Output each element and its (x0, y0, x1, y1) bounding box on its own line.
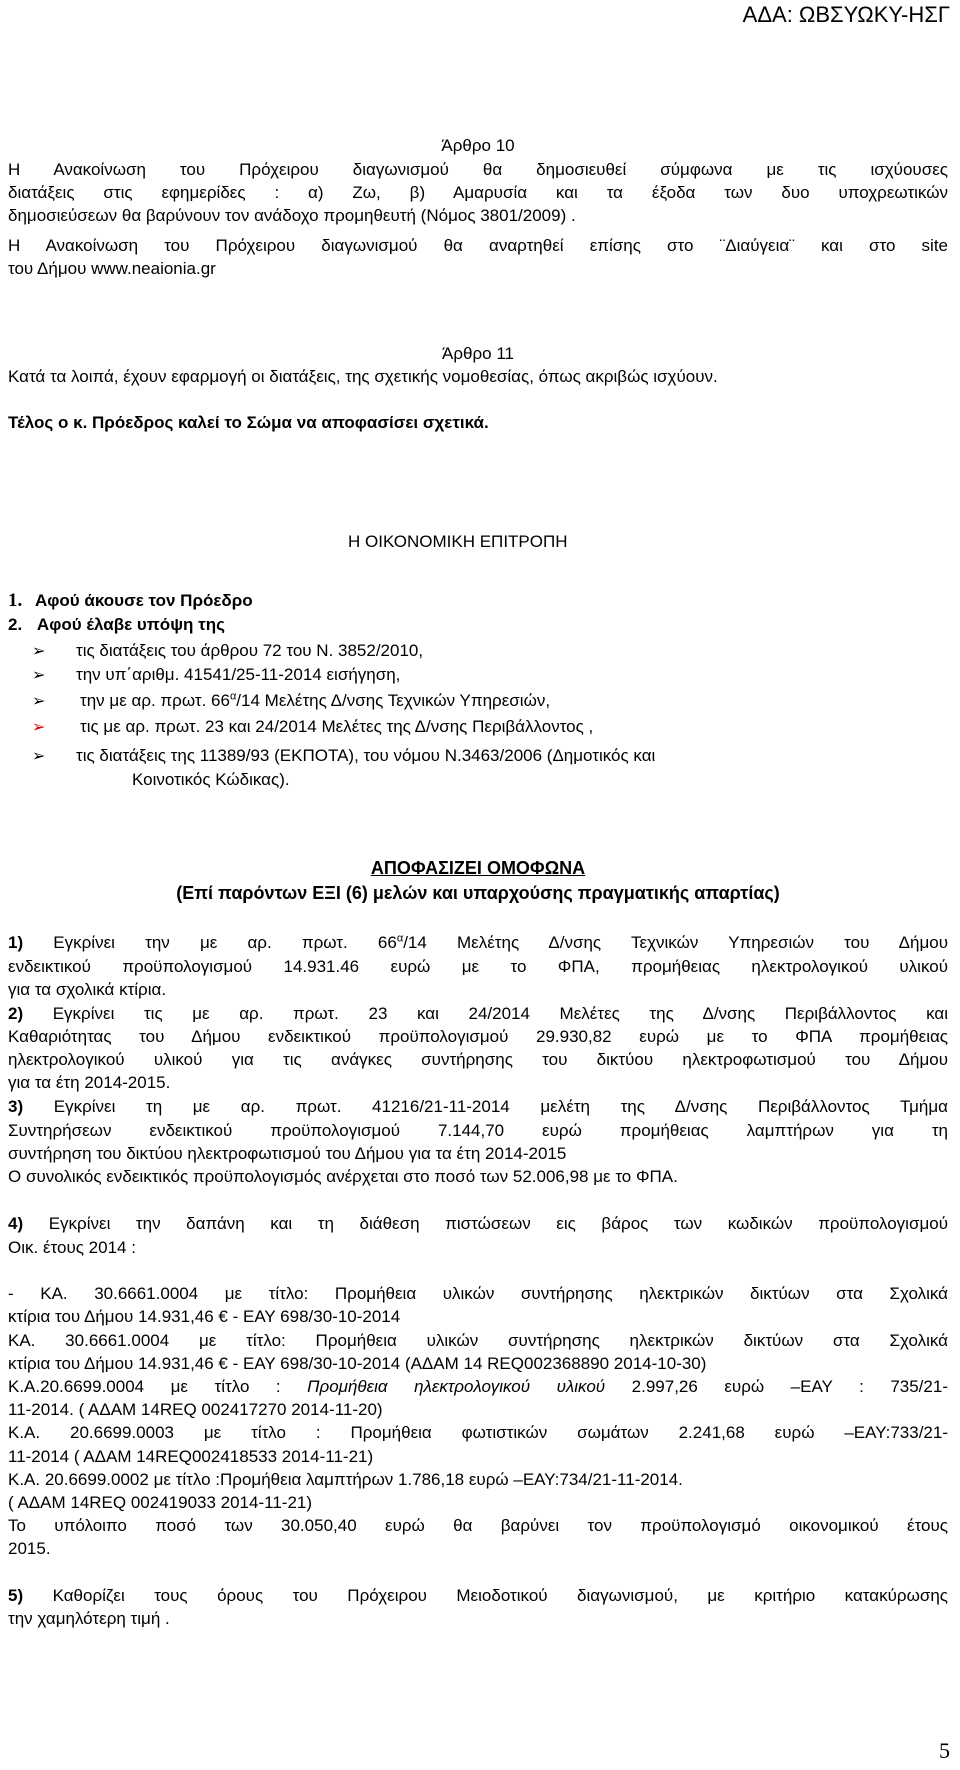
bullet-5-line-2: Κοινοτικός Κώδικας). (132, 770, 290, 789)
code-entry-5-line-1: Κ.Α. 20.6699.0002 με τίτλο :Προμήθεια λαμπτήρων 1.786,18 ευρώ –ΕΑΥ:734/21-11-2014. (8, 1470, 683, 1489)
decision-1-text-pre: Εγκρίνει την με αρ. πρωτ. 66 (23, 933, 397, 952)
decision-5-text: Καθορίζει τους όρους του Πρόχειρου Μειοδοτικού διαγωνισμού, με κριτήριο κατακύρωσης (23, 1586, 948, 1605)
decision-1-number: 1) (8, 933, 24, 952)
bullet-3-sup: α (229, 690, 237, 703)
decision-3-text: Εγκρίνει τη με αρ. πρωτ. 41216/21-11-2014 μελέτη της Δ/νσης Περιβάλλοντος Τμήμα (23, 1097, 948, 1116)
article-10-title: Άρθρο 10 (441, 136, 515, 155)
decision-4-line-2: Οικ. έτους 2014 : (8, 1238, 136, 1257)
bullet-2-text: την υπ΄αριθμ. 41541/25-11-2014 εισήγηση, (76, 665, 401, 684)
item-1 (8, 590, 948, 613)
decision-2-line-3: ηλεκτρολογικού υλικού για τις ανάγκες συντήρησης του δικτύου ηλεκτροφωτισμού του Δήμου (8, 1050, 948, 1069)
decision-1-line-1 (8, 932, 948, 955)
ada-code: ΑΔΑ: ΩΒΣΥΩΚΥ-ΗΣΓ (742, 2, 950, 27)
item-2-text: Αφού έλαβε υπόψη της (36, 615, 225, 634)
decision-2-line-4: για τα έτη 2014-2015. (8, 1073, 171, 1092)
article-10-line-3: δημοσιεύσεων θα βαρύνουν τον ανάδοχο προμηθευτή (Νόμος 3801/2009) . (8, 206, 576, 225)
code-entry-1-line-2: κτίρια του Δήμου 14.931,46 € - ΕΑΥ 698/30-10-2014 (8, 1307, 401, 1326)
code-entry-3-post: 2.997,26 ευρώ –ΕΑΥ : 735/21- (605, 1377, 948, 1396)
decision-2-number: 2) (8, 1004, 24, 1023)
arrow-icon: ➢ (32, 693, 46, 710)
remainder-line-1: Το υπόλοιπο ποσό των 30.050,40 ευρώ θα βαρύνει τον προϋπολογισμό οικονομικού έτους (8, 1516, 948, 1535)
arrow-icon: ➢ (32, 719, 46, 736)
committee-title: Η ΟΙΚΟΝΟΜΙΚΗ ΕΠΙΤΡΟΠΗ (348, 532, 568, 551)
decision-5-line-1 (8, 1585, 948, 1608)
article-11-title: Άρθρο 11 (442, 344, 514, 363)
bullet-3 (32, 690, 942, 714)
decision-2-line-2: Καθαριότητας του Δήμου ενδεικτικού προϋπολογισμού 29.930,82 ευρώ με το ΦΠΑ προμήθειας (8, 1027, 948, 1046)
article-11-text: Κατά τα λοιπά, έχουν εφαρμογή οι διατάξεις, της σχετικής νομοθεσίας, όπως ακριβώς ισχύουν. (8, 367, 718, 386)
code-entry-2-line-2: κτίρια του Δήμου 14.931,46 € - ΕΑΥ 698/30-10-2014 (ΑΔΑΜ 14 REQ002368890 2014-10-30) (8, 1354, 707, 1373)
bullet-4-text: τις με αρ. πρωτ. 23 και 24/2014 Μελέτες της Δ/νσης Περιβάλλοντος , (80, 717, 594, 736)
arrow-icon: ➢ (32, 748, 46, 765)
code-entry-4-line-1: Κ.Α. 20.6699.0003 με τίτλο : Προμήθεια φωτιστικών σωμάτων 2.241,68 ευρώ –ΕΑΥ:733/21- (8, 1423, 948, 1442)
item-1-text: Αφού άκουσε τον Πρόεδρο (34, 591, 253, 610)
decision-3-number: 3) (8, 1097, 24, 1116)
decision-4-text: Εγκρίνει την δαπάνη και τη διάθεση πιστώσεων εις βάρος των κωδικών προϋπολογισμού (23, 1214, 948, 1233)
decision-3-line-2: Συντηρήσεων ενδεικτικού προϋπολογισμού 7.144,70 ευρώ προμήθειας λαμπτήρων για τη (8, 1121, 948, 1140)
code-entry-3-line-2: 11-2014. ( ΑΔΑΜ 14REQ 002417270 2014-11-20) (8, 1400, 383, 1419)
decision-2-line-1 (8, 1003, 948, 1026)
code-entry-3-line-1 (8, 1376, 948, 1399)
decision-subheading: (Επί παρόντων ΕΞΙ (6) μελών και υπαρχούσης πραγματικής απαρτίας) (176, 883, 780, 903)
arrow-icon: ➢ (32, 667, 46, 684)
bullet-1-text: τις διατάξεις του άρθρου 72 του Ν. 3852/2010, (76, 641, 424, 660)
decision-4-number: 4) (8, 1214, 24, 1233)
code-entry-3-pre: Κ.Α.20.6699.0004 με τίτλο : (8, 1377, 308, 1396)
decision-1-line-2: ενδεικτικού προϋπολογισμού 14.931.46 ευρώ με το ΦΠΑ, προμήθειας ηλεκτρολογικού υλικού (8, 957, 948, 976)
remainder-line-2: 2015. (8, 1539, 51, 1558)
code-entry-4-line-2: 11-2014 ( ΑΔΑΜ 14REQ002418533 2014-11-21) (8, 1447, 374, 1466)
decision-3-line-3: συντήρηση του δικτύου ηλεκτροφωτισμού του Δήμου για τα έτη 2014-2015 (8, 1144, 567, 1163)
item-2 (8, 614, 948, 637)
bullet-3-text-pre: την με αρ. πρωτ. 66 (80, 691, 230, 710)
article-10-line-1: Η Ανακοίνωση του Πρόχειρου διαγωνισμού θα δημοσιευθεί σύμφωνα με τις ισχύουσες (8, 160, 948, 179)
bullet-2 (32, 664, 942, 688)
bullet-5-text-line-1: τις διατάξεις της 11389/93 (ΕΚΠΟΤΑ), του νόμου Ν.3463/2006 (Δημοτικός και (76, 746, 656, 765)
decision-1-text-post: /14 Μελέτης Δ/νσης Τεχνικών Υπηρεσιών του Δήμου (403, 933, 948, 952)
bullet-3-text-post: /14 Μελέτης Δ/νσης Τεχνικών Υπηρεσιών, (236, 691, 551, 710)
article-10-line-5: του Δήμου www.neaionia.gr (8, 259, 216, 278)
code-entry-3-title: Προμήθεια ηλεκτρολογικού υλικού (307, 1377, 606, 1396)
decision-3-line-1 (8, 1096, 948, 1119)
decision-2-text: Εγκρίνει τις με αρ. πρωτ. 23 και 24/2014 Μελέτες της Δ/νσης Περιβάλλοντος και (23, 1004, 948, 1023)
item-2-number: 2. (8, 615, 23, 634)
article-10-line-2: διατάξεις στις εφημερίδες : α) Ζω, β) Αμαρυσία και τα έξοδα των δυο υποχρεωτικών (8, 183, 948, 202)
code-entry-5-line-2: ( ΑΔΑΜ 14REQ 002419033 2014-11-21) (8, 1493, 313, 1512)
bullet-4 (32, 716, 942, 740)
code-entry-1-line-1: - ΚΑ. 30.6661.0004 με τίτλο: Προμήθεια υλικών συντήρησης ηλεκτρικών δικτύων στα Σχολικά (8, 1284, 948, 1303)
decision-4-line-1 (8, 1213, 948, 1236)
decision-5-number: 5) (8, 1586, 24, 1605)
arrow-icon: ➢ (32, 643, 46, 660)
bullet-5 (32, 745, 942, 769)
decision-3-line-4: Ο συνολικός ενδεικτικός προϋπολογισμός ανέρχεται στο ποσό των 52.006,98 με το ΦΠΑ. (8, 1167, 678, 1186)
decision-5-line-2: την χαμηλότερη τιμή . (8, 1609, 170, 1628)
item-1-number: 1. (8, 590, 23, 611)
article-10-line-4: Η Ανακοίνωση του Πρόχειρου διαγωνισμού θα αναρτηθεί επίσης στο ¨Διαύγεια¨ και στο site (8, 236, 948, 255)
code-entry-2-line-1: ΚΑ. 30.6661.0004 με τίτλο: Προμήθεια υλικών συντήρησης ηλεκτρικών δικτύων στα Σχολικά (8, 1331, 948, 1350)
decision-1-sup: α (396, 932, 404, 945)
decision-1-line-3: για τα σχολικά κτίρια. (8, 980, 167, 999)
page-number: 5 (939, 1738, 950, 1763)
closing-statement: Τέλος ο κ. Πρόεδρος καλεί το Σώμα να αποφασίσει σχετικά. (8, 413, 489, 432)
decision-heading: ΑΠΟΦΑΣΙΖΕΙ ΟΜΟΦΩΝΑ (370, 858, 586, 878)
bullet-1 (32, 640, 942, 664)
